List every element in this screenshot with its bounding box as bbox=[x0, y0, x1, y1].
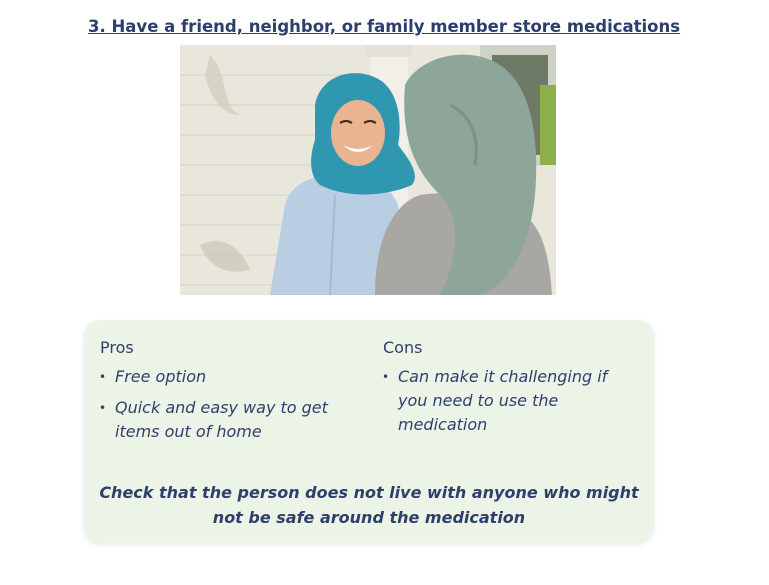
list-item bbox=[382, 365, 623, 437]
bullet-icon: • bbox=[99, 370, 107, 384]
pros-list bbox=[100, 365, 350, 444]
pros-column bbox=[100, 338, 350, 451]
safety-note: Check that the person does not live with anyone who might not be safe around the medication bbox=[99, 483, 639, 527]
pros-title: Pros bbox=[100, 338, 134, 357]
cons-list bbox=[383, 365, 623, 437]
friend-photo bbox=[180, 45, 556, 295]
section-heading: 3. Have a friend, neighbor, or family member store medications bbox=[88, 17, 681, 36]
list-item bbox=[99, 396, 350, 444]
cons-column bbox=[383, 338, 623, 444]
pros-cons-card bbox=[84, 320, 654, 543]
pros-item-text: Quick and easy way to get items out of home bbox=[115, 398, 328, 441]
list-item bbox=[99, 365, 350, 389]
cons-item-text: Can make it challenging if you need to use the medication bbox=[398, 367, 608, 434]
pros-item-text: Free option bbox=[115, 367, 207, 386]
friend-photo-image bbox=[180, 45, 556, 295]
bullet-icon: • bbox=[99, 401, 107, 415]
cons-title: Cons bbox=[383, 338, 423, 357]
bullet-icon: • bbox=[382, 370, 390, 384]
